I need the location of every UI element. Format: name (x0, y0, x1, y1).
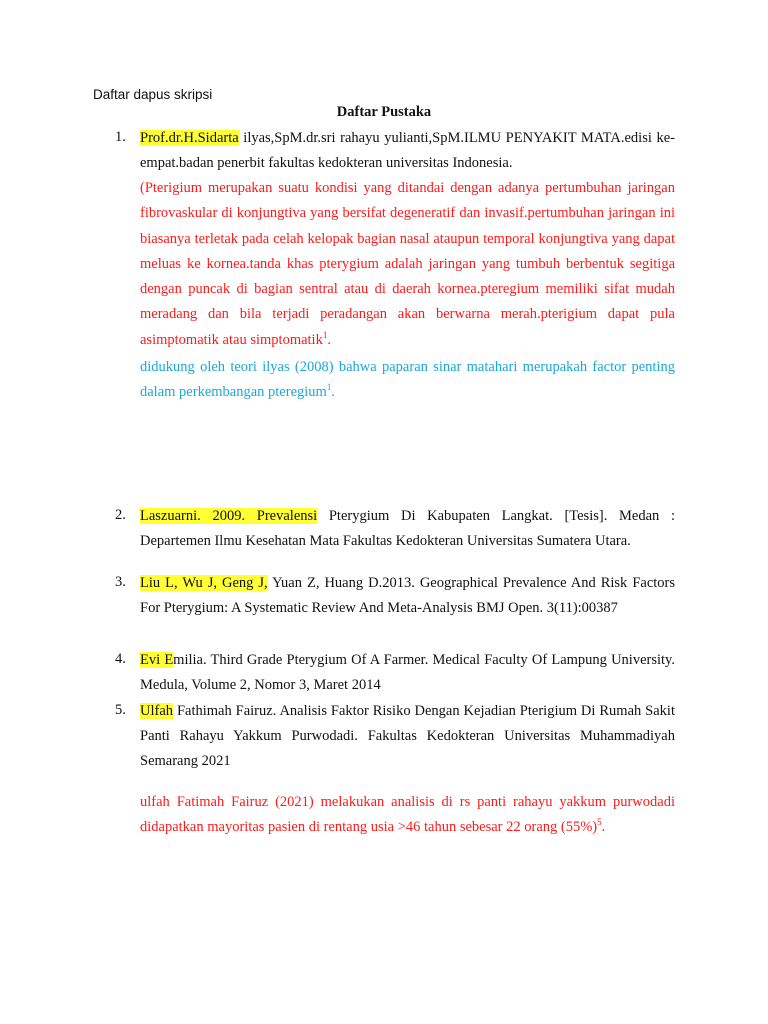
footnote-marker: 1 (322, 329, 328, 340)
annotation-text: didukung oleh teori ilyas (2008) bahwa paparan sinar matahari merupakah factor penting dalam perkembangan pteregium (140, 359, 675, 401)
footnote-marker: 5 (597, 817, 602, 828)
highlighted-author: Ulfah (140, 703, 174, 719)
reference-text: Pterygium Di Kabupaten Langkat. [Tesis]. Medan : Departemen Ilmu Kesehatan Mata Fakultas Kedokteran Universitas Sumatera Utara. (140, 508, 675, 549)
page-title: Daftar Pustaka (336, 104, 432, 120)
reference-text: ilyas,SpM.dr.sri rahayu yulianti,SpM.ILMU PENYAKIT MATA.edisi ke-empat.badan penerbit fakultas kedokteran universitas Indonesia. (140, 130, 675, 171)
reference-number: 5. (115, 702, 126, 718)
highlighted-author: Prof.dr.H.Sidarta (140, 130, 239, 146)
reference-number: 3. (115, 574, 126, 590)
reference-number: 2. (115, 507, 126, 523)
reference-citation (140, 699, 675, 774)
footnote-marker: 1 (326, 382, 332, 393)
highlighted-author: Evi E (140, 652, 174, 668)
annotation-text: (Pterigium merupakan suatu kondisi yang ditandai dengan adanya pertumbuhan jaringan fibrovaskular di konjungtiva yang bersifat degeneratif dan invasif.pertumbuhan jaringan ini biasanya terletak pada celah kelopak bagian nasal ataupun temporal konjungtiva yang dapat meluas ke kornea.tanda khas pterygium adalah jaringan yang tumbuh berbentuk segitiga dengan puncak di bagian sentral atau di daerah kornea.pteregium memiliki sifat mudah meradang dan bila terjadi peradangan akan berwarna merah.pterigium dapat pula asimptomatik atau simptomatik (140, 180, 675, 348)
reference-text: milia. Third Grade Pterygium Of A Farmer. Medical Faculty Of Lampung University. Medula, Volume 2, Nomor 3, Maret 2014 (140, 652, 675, 693)
reference-citation (140, 504, 675, 554)
annotation-text: ulfah Fatimah Fairuz (2021) melakukan analisis di rs panti rahayu yakkum purwodadi didapatkan mayoritas pasien di rentang usia >46 tahun sebesar 22 orang (55%) (140, 794, 675, 835)
reference-citation (140, 571, 675, 621)
highlighted-author: Liu L, Wu J, Geng J, (140, 575, 268, 591)
annotation-end: . (331, 384, 335, 401)
reference-number: 1. (115, 129, 126, 145)
highlighted-author: Laszuarni. 2009. Prevalensi (140, 508, 318, 524)
annotation-end: . (327, 331, 331, 348)
header-note: Daftar dapus skripsi (93, 87, 213, 102)
reference-citation (140, 648, 675, 698)
annotation-end: . (601, 819, 606, 835)
reference-text: Fathimah Fairuz. Analisis Faktor Risiko Dengan Kejadian Pterigium Di Rumah Sakit Panti Rahayu Yakkum Purwodadi. Fakultas Kedokteran Universitas Muhammadiyah Semarang 2021 (140, 703, 675, 769)
reference-citation (140, 126, 675, 176)
reference-text: Yuan Z, Huang D.2013. Geographical Prevalence And Risk Factors For Pterygium: A Systematic Review And Meta-Analysis BMJ Open. 3(11):00387 (140, 575, 676, 616)
red-annotation (140, 176, 675, 353)
blue-annotation (140, 355, 675, 405)
red-annotation (140, 790, 675, 840)
reference-number: 4. (115, 651, 126, 667)
